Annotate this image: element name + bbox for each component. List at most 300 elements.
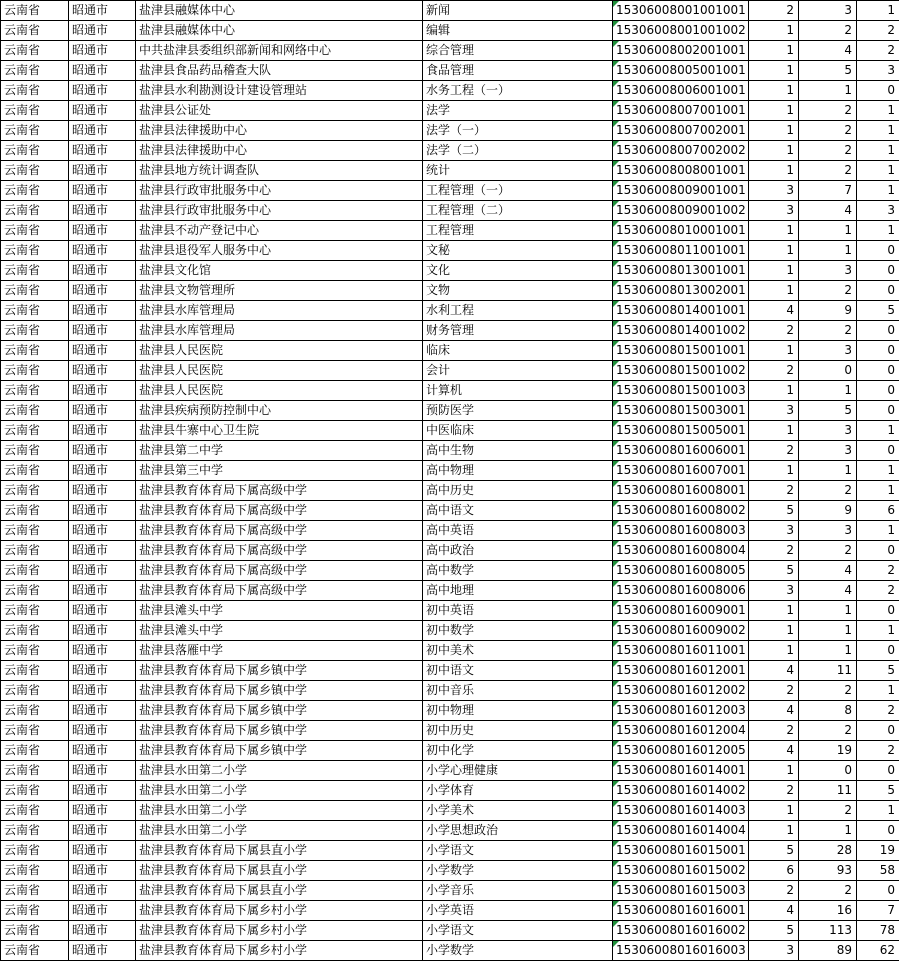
province-cell[interactable]: 云南省 — [1, 621, 69, 641]
quota-cell[interactable]: 1 — [749, 241, 799, 261]
applicants-cell[interactable]: 2 — [799, 281, 857, 301]
qualified-cell[interactable]: 62 — [857, 941, 899, 961]
unit-cell[interactable]: 盐津县教育体育局下属乡镇中学 — [136, 661, 423, 681]
position-code-cell[interactable]: 15306008016014004 — [613, 821, 749, 841]
city-cell[interactable]: 昭通市 — [69, 421, 136, 441]
qualified-cell[interactable]: 5 — [857, 781, 899, 801]
applicants-cell[interactable]: 4 — [799, 581, 857, 601]
position-cell[interactable]: 高中历史 — [423, 481, 613, 501]
province-cell[interactable]: 云南省 — [1, 681, 69, 701]
applicants-cell[interactable]: 9 — [799, 301, 857, 321]
qualified-cell[interactable]: 2 — [857, 581, 899, 601]
quota-cell[interactable]: 3 — [749, 941, 799, 961]
city-cell[interactable]: 昭通市 — [69, 841, 136, 861]
applicants-cell[interactable]: 7 — [799, 181, 857, 201]
province-cell[interactable]: 云南省 — [1, 21, 69, 41]
unit-cell[interactable]: 盐津县教育体育局下属乡村小学 — [136, 941, 423, 961]
unit-cell[interactable]: 盐津县水田第二小学 — [136, 821, 423, 841]
unit-cell[interactable]: 盐津县公证处 — [136, 101, 423, 121]
qualified-cell[interactable]: 1 — [857, 521, 899, 541]
position-code-cell[interactable]: 15306008013002001 — [613, 281, 749, 301]
position-code-cell[interactable]: 15306008015001003 — [613, 381, 749, 401]
qualified-cell[interactable]: 1 — [857, 481, 899, 501]
position-cell[interactable]: 小学语文 — [423, 921, 613, 941]
unit-cell[interactable]: 盐津县教育体育局下属高级中学 — [136, 541, 423, 561]
city-cell[interactable]: 昭通市 — [69, 521, 136, 541]
unit-cell[interactable]: 盐津县不动产登记中心 — [136, 221, 423, 241]
quota-cell[interactable]: 2 — [749, 721, 799, 741]
quota-cell[interactable]: 2 — [749, 781, 799, 801]
qualified-cell[interactable]: 5 — [857, 301, 899, 321]
position-code-cell[interactable]: 15306008015003001 — [613, 401, 749, 421]
applicants-cell[interactable]: 1 — [799, 641, 857, 661]
quota-cell[interactable]: 1 — [749, 641, 799, 661]
position-code-cell[interactable]: 15306008014001001 — [613, 301, 749, 321]
quota-cell[interactable]: 1 — [749, 101, 799, 121]
city-cell[interactable]: 昭通市 — [69, 721, 136, 741]
unit-cell[interactable]: 盐津县行政审批服务中心 — [136, 181, 423, 201]
qualified-cell[interactable]: 0 — [857, 341, 899, 361]
unit-cell[interactable]: 盐津县融媒体中心 — [136, 21, 423, 41]
quota-cell[interactable]: 2 — [749, 1, 799, 21]
position-cell[interactable]: 高中英语 — [423, 521, 613, 541]
unit-cell[interactable]: 盐津县教育体育局下属县直小学 — [136, 861, 423, 881]
applicants-cell[interactable]: 5 — [799, 401, 857, 421]
quota-cell[interactable]: 5 — [749, 841, 799, 861]
position-code-cell[interactable]: 15306008016008003 — [613, 521, 749, 541]
applicants-cell[interactable]: 3 — [799, 421, 857, 441]
qualified-cell[interactable]: 1 — [857, 181, 899, 201]
city-cell[interactable]: 昭通市 — [69, 221, 136, 241]
applicants-cell[interactable]: 4 — [799, 201, 857, 221]
qualified-cell[interactable]: 1 — [857, 421, 899, 441]
position-cell[interactable]: 中医临床 — [423, 421, 613, 441]
province-cell[interactable]: 云南省 — [1, 701, 69, 721]
quota-cell[interactable]: 2 — [749, 441, 799, 461]
province-cell[interactable]: 云南省 — [1, 561, 69, 581]
position-cell[interactable]: 临床 — [423, 341, 613, 361]
province-cell[interactable]: 云南省 — [1, 541, 69, 561]
unit-cell[interactable]: 盐津县行政审批服务中心 — [136, 201, 423, 221]
quota-cell[interactable]: 1 — [749, 601, 799, 621]
qualified-cell[interactable]: 2 — [857, 21, 899, 41]
qualified-cell[interactable]: 1 — [857, 121, 899, 141]
qualified-cell[interactable]: 0 — [857, 601, 899, 621]
applicants-cell[interactable]: 4 — [799, 41, 857, 61]
position-code-cell[interactable]: 15306008016016003 — [613, 941, 749, 961]
position-code-cell[interactable]: 15306008016014003 — [613, 801, 749, 821]
province-cell[interactable]: 云南省 — [1, 321, 69, 341]
unit-cell[interactable]: 盐津县教育体育局下属乡村小学 — [136, 901, 423, 921]
unit-cell[interactable]: 盐津县文化馆 — [136, 261, 423, 281]
city-cell[interactable]: 昭通市 — [69, 501, 136, 521]
position-cell[interactable]: 高中数学 — [423, 561, 613, 581]
qualified-cell[interactable]: 1 — [857, 161, 899, 181]
quota-cell[interactable]: 1 — [749, 801, 799, 821]
applicants-cell[interactable]: 2 — [799, 141, 857, 161]
city-cell[interactable]: 昭通市 — [69, 801, 136, 821]
position-code-cell[interactable]: 15306008016012002 — [613, 681, 749, 701]
applicants-cell[interactable]: 8 — [799, 701, 857, 721]
province-cell[interactable]: 云南省 — [1, 521, 69, 541]
position-code-cell[interactable]: 15306008016008004 — [613, 541, 749, 561]
province-cell[interactable]: 云南省 — [1, 901, 69, 921]
city-cell[interactable]: 昭通市 — [69, 241, 136, 261]
position-cell[interactable]: 工程管理 — [423, 221, 613, 241]
position-code-cell[interactable]: 15306008013001001 — [613, 261, 749, 281]
applicants-cell[interactable]: 93 — [799, 861, 857, 881]
city-cell[interactable]: 昭通市 — [69, 201, 136, 221]
province-cell[interactable]: 云南省 — [1, 121, 69, 141]
position-cell[interactable]: 高中地理 — [423, 581, 613, 601]
applicants-cell[interactable]: 4 — [799, 561, 857, 581]
unit-cell[interactable]: 盐津县教育体育局下属乡村小学 — [136, 921, 423, 941]
quota-cell[interactable]: 3 — [749, 201, 799, 221]
qualified-cell[interactable]: 1 — [857, 681, 899, 701]
position-code-cell[interactable]: 15306008016008001 — [613, 481, 749, 501]
unit-cell[interactable]: 盐津县第二中学 — [136, 441, 423, 461]
unit-cell[interactable]: 盐津县地方统计调查队 — [136, 161, 423, 181]
province-cell[interactable]: 云南省 — [1, 181, 69, 201]
position-code-cell[interactable]: 15306008016006001 — [613, 441, 749, 461]
quota-cell[interactable]: 5 — [749, 921, 799, 941]
applicants-cell[interactable]: 9 — [799, 501, 857, 521]
qualified-cell[interactable]: 0 — [857, 821, 899, 841]
position-cell[interactable]: 法学 — [423, 101, 613, 121]
applicants-cell[interactable]: 3 — [799, 441, 857, 461]
qualified-cell[interactable]: 19 — [857, 841, 899, 861]
city-cell[interactable]: 昭通市 — [69, 141, 136, 161]
city-cell[interactable]: 昭通市 — [69, 621, 136, 641]
city-cell[interactable]: 昭通市 — [69, 21, 136, 41]
position-cell[interactable]: 统计 — [423, 161, 613, 181]
position-cell[interactable]: 计算机 — [423, 381, 613, 401]
position-code-cell[interactable]: 15306008015001001 — [613, 341, 749, 361]
city-cell[interactable]: 昭通市 — [69, 541, 136, 561]
position-code-cell[interactable]: 15306008016008005 — [613, 561, 749, 581]
quota-cell[interactable]: 6 — [749, 861, 799, 881]
unit-cell[interactable]: 盐津县人民医院 — [136, 341, 423, 361]
position-code-cell[interactable]: 15306008009001001 — [613, 181, 749, 201]
city-cell[interactable]: 昭通市 — [69, 821, 136, 841]
quota-cell[interactable]: 1 — [749, 761, 799, 781]
unit-cell[interactable]: 盐津县人民医院 — [136, 361, 423, 381]
province-cell[interactable]: 云南省 — [1, 281, 69, 301]
city-cell[interactable]: 昭通市 — [69, 741, 136, 761]
province-cell[interactable]: 云南省 — [1, 801, 69, 821]
unit-cell[interactable]: 盐津县法律援助中心 — [136, 141, 423, 161]
position-cell[interactable]: 法学（二） — [423, 141, 613, 161]
quota-cell[interactable]: 1 — [749, 621, 799, 641]
position-code-cell[interactable]: 15306008016015002 — [613, 861, 749, 881]
qualified-cell[interactable]: 2 — [857, 741, 899, 761]
unit-cell[interactable]: 盐津县水利勘测设计建设管理站 — [136, 81, 423, 101]
city-cell[interactable]: 昭通市 — [69, 701, 136, 721]
position-code-cell[interactable]: 15306008007002002 — [613, 141, 749, 161]
quota-cell[interactable]: 1 — [749, 461, 799, 481]
province-cell[interactable]: 云南省 — [1, 361, 69, 381]
province-cell[interactable]: 云南省 — [1, 221, 69, 241]
applicants-cell[interactable]: 2 — [799, 321, 857, 341]
city-cell[interactable]: 昭通市 — [69, 781, 136, 801]
unit-cell[interactable]: 盐津县法律援助中心 — [136, 121, 423, 141]
province-cell[interactable]: 云南省 — [1, 641, 69, 661]
province-cell[interactable]: 云南省 — [1, 861, 69, 881]
position-cell[interactable]: 高中政治 — [423, 541, 613, 561]
qualified-cell[interactable]: 1 — [857, 621, 899, 641]
quota-cell[interactable]: 2 — [749, 321, 799, 341]
unit-cell[interactable]: 盐津县第三中学 — [136, 461, 423, 481]
applicants-cell[interactable]: 2 — [799, 101, 857, 121]
city-cell[interactable]: 昭通市 — [69, 901, 136, 921]
quota-cell[interactable]: 1 — [749, 221, 799, 241]
position-code-cell[interactable]: 15306008007002001 — [613, 121, 749, 141]
qualified-cell[interactable]: 6 — [857, 501, 899, 521]
position-code-cell[interactable]: 15306008005001001 — [613, 61, 749, 81]
unit-cell[interactable]: 盐津县牛寨中心卫生院 — [136, 421, 423, 441]
province-cell[interactable]: 云南省 — [1, 881, 69, 901]
position-cell[interactable]: 文物 — [423, 281, 613, 301]
city-cell[interactable]: 昭通市 — [69, 661, 136, 681]
unit-cell[interactable]: 盐津县疾病预防控制中心 — [136, 401, 423, 421]
city-cell[interactable]: 昭通市 — [69, 321, 136, 341]
qualified-cell[interactable]: 0 — [857, 401, 899, 421]
position-cell[interactable]: 文化 — [423, 261, 613, 281]
city-cell[interactable]: 昭通市 — [69, 301, 136, 321]
unit-cell[interactable]: 盐津县教育体育局下属乡镇中学 — [136, 741, 423, 761]
applicants-cell[interactable]: 2 — [799, 801, 857, 821]
quota-cell[interactable]: 1 — [749, 821, 799, 841]
province-cell[interactable]: 云南省 — [1, 501, 69, 521]
quota-cell[interactable]: 5 — [749, 501, 799, 521]
position-code-cell[interactable]: 15306008016009001 — [613, 601, 749, 621]
position-cell[interactable]: 食品管理 — [423, 61, 613, 81]
position-code-cell[interactable]: 15306008016011001 — [613, 641, 749, 661]
qualified-cell[interactable]: 1 — [857, 1, 899, 21]
applicants-cell[interactable]: 3 — [799, 521, 857, 541]
city-cell[interactable]: 昭通市 — [69, 41, 136, 61]
unit-cell[interactable]: 盐津县食品药品稽查大队 — [136, 61, 423, 81]
quota-cell[interactable]: 1 — [749, 281, 799, 301]
position-cell[interactable]: 工程管理（一） — [423, 181, 613, 201]
unit-cell[interactable]: 盐津县教育体育局下属乡镇中学 — [136, 681, 423, 701]
applicants-cell[interactable]: 113 — [799, 921, 857, 941]
position-code-cell[interactable]: 15306008016012001 — [613, 661, 749, 681]
quota-cell[interactable]: 3 — [749, 521, 799, 541]
applicants-cell[interactable]: 1 — [799, 241, 857, 261]
position-cell[interactable]: 初中语文 — [423, 661, 613, 681]
applicants-cell[interactable]: 3 — [799, 1, 857, 21]
position-cell[interactable]: 初中音乐 — [423, 681, 613, 701]
unit-cell[interactable]: 盐津县水库管理局 — [136, 321, 423, 341]
qualified-cell[interactable]: 0 — [857, 641, 899, 661]
city-cell[interactable]: 昭通市 — [69, 401, 136, 421]
city-cell[interactable]: 昭通市 — [69, 101, 136, 121]
quota-cell[interactable]: 4 — [749, 701, 799, 721]
position-cell[interactable]: 小学英语 — [423, 901, 613, 921]
quota-cell[interactable]: 4 — [749, 301, 799, 321]
position-code-cell[interactable]: 15306008006001001 — [613, 81, 749, 101]
province-cell[interactable]: 云南省 — [1, 141, 69, 161]
position-code-cell[interactable]: 15306008016014002 — [613, 781, 749, 801]
province-cell[interactable]: 云南省 — [1, 381, 69, 401]
position-code-cell[interactable]: 15306008016012004 — [613, 721, 749, 741]
unit-cell[interactable]: 盐津县滩头中学 — [136, 601, 423, 621]
quota-cell[interactable]: 1 — [749, 21, 799, 41]
position-cell[interactable]: 小学思想政治 — [423, 821, 613, 841]
unit-cell[interactable]: 盐津县教育体育局下属高级中学 — [136, 501, 423, 521]
quota-cell[interactable]: 1 — [749, 381, 799, 401]
quota-cell[interactable]: 1 — [749, 161, 799, 181]
quota-cell[interactable]: 2 — [749, 681, 799, 701]
qualified-cell[interactable]: 5 — [857, 661, 899, 681]
position-code-cell[interactable]: 15306008008001001 — [613, 161, 749, 181]
position-code-cell[interactable]: 15306008016008002 — [613, 501, 749, 521]
position-code-cell[interactable]: 15306008016016001 — [613, 901, 749, 921]
quota-cell[interactable]: 2 — [749, 481, 799, 501]
position-cell[interactable]: 水利工程 — [423, 301, 613, 321]
unit-cell[interactable]: 中共盐津县委组织部新闻和网络中心 — [136, 41, 423, 61]
applicants-cell[interactable]: 19 — [799, 741, 857, 761]
position-cell[interactable]: 小学体育 — [423, 781, 613, 801]
quota-cell[interactable]: 1 — [749, 421, 799, 441]
position-cell[interactable]: 水务工程（一） — [423, 81, 613, 101]
unit-cell[interactable]: 盐津县人民医院 — [136, 381, 423, 401]
applicants-cell[interactable]: 1 — [799, 821, 857, 841]
qualified-cell[interactable]: 2 — [857, 41, 899, 61]
position-cell[interactable]: 预防医学 — [423, 401, 613, 421]
city-cell[interactable]: 昭通市 — [69, 581, 136, 601]
quota-cell[interactable]: 4 — [749, 901, 799, 921]
quota-cell[interactable]: 4 — [749, 741, 799, 761]
position-cell[interactable]: 初中化学 — [423, 741, 613, 761]
position-cell[interactable]: 高中物理 — [423, 461, 613, 481]
qualified-cell[interactable]: 0 — [857, 721, 899, 741]
position-cell[interactable]: 小学美术 — [423, 801, 613, 821]
city-cell[interactable]: 昭通市 — [69, 441, 136, 461]
city-cell[interactable]: 昭通市 — [69, 461, 136, 481]
province-cell[interactable]: 云南省 — [1, 241, 69, 261]
applicants-cell[interactable]: 89 — [799, 941, 857, 961]
quota-cell[interactable]: 3 — [749, 181, 799, 201]
position-code-cell[interactable]: 15306008011001001 — [613, 241, 749, 261]
position-cell[interactable]: 初中历史 — [423, 721, 613, 741]
position-code-cell[interactable]: 15306008016015001 — [613, 841, 749, 861]
qualified-cell[interactable]: 0 — [857, 281, 899, 301]
province-cell[interactable]: 云南省 — [1, 841, 69, 861]
position-code-cell[interactable]: 15306008014001002 — [613, 321, 749, 341]
applicants-cell[interactable]: 3 — [799, 341, 857, 361]
applicants-cell[interactable]: 1 — [799, 461, 857, 481]
quota-cell[interactable]: 2 — [749, 541, 799, 561]
city-cell[interactable]: 昭通市 — [69, 361, 136, 381]
position-code-cell[interactable]: 15306008002001001 — [613, 41, 749, 61]
position-cell[interactable]: 综合管理 — [423, 41, 613, 61]
city-cell[interactable]: 昭通市 — [69, 861, 136, 881]
applicants-cell[interactable]: 2 — [799, 721, 857, 741]
province-cell[interactable]: 云南省 — [1, 601, 69, 621]
qualified-cell[interactable]: 1 — [857, 461, 899, 481]
position-code-cell[interactable]: 15306008001001002 — [613, 21, 749, 41]
city-cell[interactable]: 昭通市 — [69, 481, 136, 501]
position-cell[interactable]: 法学（一） — [423, 121, 613, 141]
city-cell[interactable]: 昭通市 — [69, 61, 136, 81]
position-cell[interactable]: 小学数学 — [423, 861, 613, 881]
position-code-cell[interactable]: 15306008016009002 — [613, 621, 749, 641]
province-cell[interactable]: 云南省 — [1, 441, 69, 461]
qualified-cell[interactable]: 1 — [857, 801, 899, 821]
applicants-cell[interactable]: 3 — [799, 261, 857, 281]
position-cell[interactable]: 高中语文 — [423, 501, 613, 521]
province-cell[interactable]: 云南省 — [1, 101, 69, 121]
applicants-cell[interactable]: 2 — [799, 681, 857, 701]
qualified-cell[interactable]: 0 — [857, 81, 899, 101]
unit-cell[interactable]: 盐津县文物管理所 — [136, 281, 423, 301]
applicants-cell[interactable]: 1 — [799, 621, 857, 641]
province-cell[interactable]: 云南省 — [1, 301, 69, 321]
applicants-cell[interactable]: 1 — [799, 601, 857, 621]
unit-cell[interactable]: 盐津县水库管理局 — [136, 301, 423, 321]
province-cell[interactable]: 云南省 — [1, 41, 69, 61]
quota-cell[interactable]: 1 — [749, 141, 799, 161]
qualified-cell[interactable]: 78 — [857, 921, 899, 941]
city-cell[interactable]: 昭通市 — [69, 641, 136, 661]
position-code-cell[interactable]: 15306008015001002 — [613, 361, 749, 381]
qualified-cell[interactable]: 1 — [857, 221, 899, 241]
unit-cell[interactable]: 盐津县水田第二小学 — [136, 761, 423, 781]
city-cell[interactable]: 昭通市 — [69, 561, 136, 581]
province-cell[interactable]: 云南省 — [1, 941, 69, 961]
qualified-cell[interactable]: 2 — [857, 561, 899, 581]
applicants-cell[interactable]: 2 — [799, 481, 857, 501]
province-cell[interactable]: 云南省 — [1, 161, 69, 181]
applicants-cell[interactable]: 16 — [799, 901, 857, 921]
applicants-cell[interactable]: 28 — [799, 841, 857, 861]
province-cell[interactable]: 云南省 — [1, 741, 69, 761]
position-cell[interactable]: 初中物理 — [423, 701, 613, 721]
position-code-cell[interactable]: 15306008015005001 — [613, 421, 749, 441]
position-code-cell[interactable]: 15306008010001001 — [613, 221, 749, 241]
province-cell[interactable]: 云南省 — [1, 81, 69, 101]
position-code-cell[interactable]: 15306008016012003 — [613, 701, 749, 721]
province-cell[interactable]: 云南省 — [1, 581, 69, 601]
position-cell[interactable]: 小学音乐 — [423, 881, 613, 901]
quota-cell[interactable]: 4 — [749, 661, 799, 681]
city-cell[interactable]: 昭通市 — [69, 601, 136, 621]
position-cell[interactable]: 小学数学 — [423, 941, 613, 961]
qualified-cell[interactable]: 2 — [857, 701, 899, 721]
qualified-cell[interactable]: 0 — [857, 761, 899, 781]
quota-cell[interactable]: 1 — [749, 41, 799, 61]
city-cell[interactable]: 昭通市 — [69, 381, 136, 401]
unit-cell[interactable]: 盐津县滩头中学 — [136, 621, 423, 641]
unit-cell[interactable]: 盐津县教育体育局下属高级中学 — [136, 521, 423, 541]
city-cell[interactable]: 昭通市 — [69, 281, 136, 301]
quota-cell[interactable]: 3 — [749, 401, 799, 421]
city-cell[interactable]: 昭通市 — [69, 181, 136, 201]
unit-cell[interactable]: 盐津县教育体育局下属高级中学 — [136, 481, 423, 501]
qualified-cell[interactable]: 7 — [857, 901, 899, 921]
unit-cell[interactable]: 盐津县水田第二小学 — [136, 781, 423, 801]
city-cell[interactable]: 昭通市 — [69, 881, 136, 901]
position-cell[interactable]: 小学语文 — [423, 841, 613, 861]
city-cell[interactable]: 昭通市 — [69, 761, 136, 781]
unit-cell[interactable]: 盐津县水田第二小学 — [136, 801, 423, 821]
unit-cell[interactable]: 盐津县教育体育局下属县直小学 — [136, 841, 423, 861]
province-cell[interactable]: 云南省 — [1, 261, 69, 281]
province-cell[interactable]: 云南省 — [1, 761, 69, 781]
position-cell[interactable]: 初中英语 — [423, 601, 613, 621]
